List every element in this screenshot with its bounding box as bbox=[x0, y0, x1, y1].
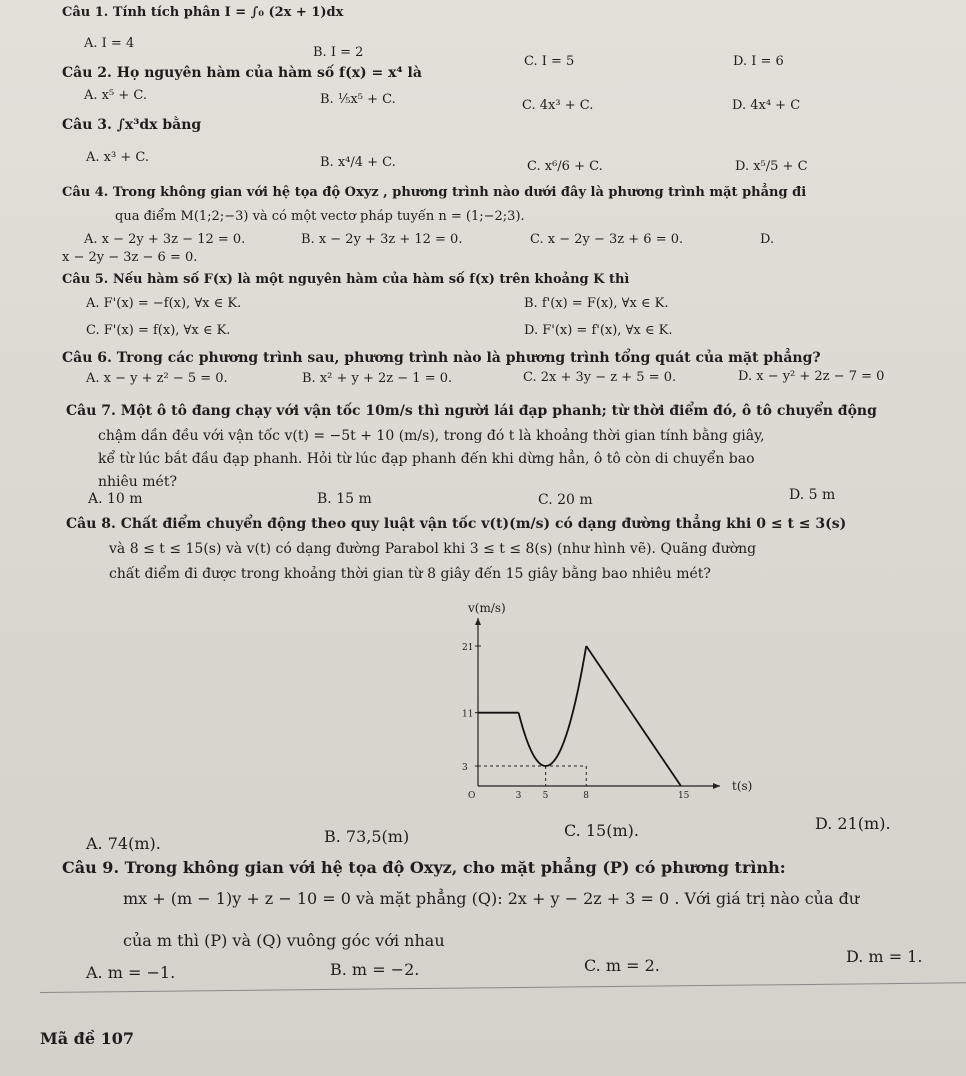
question-8-line-2: và 8 ≤ t ≤ 15(s) và v(t) có dạng đường Parabol khi 3 ≤ t ≤ 8(s) (như hình vẽ). Quãng đường bbox=[109, 541, 757, 557]
q7-option-c: C. 20 m bbox=[538, 492, 593, 508]
velocity-parabola-segment bbox=[519, 646, 587, 766]
question-7-line-3: kể từ lúc bắt đầu đạp phanh. Hỏi từ lúc đạp phanh đến khi dừng hẳn, ô tô còn di chuyển bao bbox=[98, 451, 755, 467]
q4-option-d: D. bbox=[760, 232, 775, 247]
q6-option-d: D. x − y² + 2z − 7 = 0 bbox=[738, 369, 885, 384]
q8-option-c: C. 15(m). bbox=[564, 821, 639, 840]
q2-option-a: A. x⁵ + C. bbox=[84, 88, 147, 103]
velocity-line-segment bbox=[586, 646, 681, 786]
y-axis-label: v(m/s) bbox=[468, 601, 506, 615]
q6-option-a: A. x − y + z² − 5 = 0. bbox=[86, 371, 228, 386]
question-8: Câu 8. Chất điểm chuyển động theo quy luật vận tốc v(t)(m/s) có dạng đường thẳng khi 0 ≤ t ≤ 3(s) bbox=[66, 516, 847, 532]
q3-option-a: A. x³ + C. bbox=[86, 150, 149, 165]
q7-option-d: D. 5 m bbox=[789, 487, 836, 503]
q5-option-a: A. F'(x) = −f(x), ∀x ∈ K. bbox=[86, 296, 242, 311]
q3-option-d: D. x⁵/5 + C bbox=[735, 159, 808, 174]
q7-option-b: B. 15 m bbox=[317, 491, 372, 507]
question-9: Câu 9. Trong không gian với hệ tọa độ Oxyz, cho mặt phẳng (P) có phương trình: bbox=[62, 858, 786, 877]
question-9-line-3: của m thì (P) và (Q) vuông góc với nhau bbox=[123, 931, 445, 950]
q4-option-a: A. x − 2y + 3z − 12 = 0. bbox=[84, 232, 246, 247]
y-tick-label: 3 bbox=[462, 763, 468, 773]
q2-option-d: D. 4x⁴ + C bbox=[732, 98, 801, 113]
question-1: Câu 1. Tính tích phân I = ∫₀ (2x + 1)dx bbox=[62, 5, 344, 20]
question-7: Câu 7. Một ô tô đang chạy với vận tốc 10m/s thì người lái đạp phanh; từ thời điểm đó, ô tô chuyển động bbox=[66, 403, 877, 419]
q7-option-a: A. 10 m bbox=[88, 491, 143, 507]
q8-option-a: A. 74(m). bbox=[86, 834, 161, 853]
question-7-line-4: nhiêu mét? bbox=[98, 474, 177, 490]
q1-option-d: D. I = 6 bbox=[733, 54, 784, 69]
q9-option-a: A. m = −1. bbox=[86, 963, 176, 982]
x-tick-label: 3 bbox=[515, 791, 522, 801]
question-7-line-2: chậm dần đều với vận tốc v(t) = −5t + 10 (m/s), trong đó t là khoảng thời gian tính bằng giây, bbox=[98, 428, 765, 444]
y-tick-label: 11 bbox=[462, 709, 474, 720]
question-2: Câu 2. Họ nguyên hàm của hàm số f(x) = x⁴ là bbox=[62, 65, 422, 81]
q3-option-b: B. x⁴/4 + C. bbox=[320, 155, 396, 170]
velocity-chart bbox=[440, 601, 753, 808]
question-6: Câu 6. Trong các phương trình sau, phương trình nào là phương trình tổng quát của mặt phẳng? bbox=[62, 350, 821, 366]
q5-option-d: D. F'(x) = f'(x), ∀x ∈ K. bbox=[524, 323, 673, 338]
q2-option-b: B. ⅕x⁵ + C. bbox=[320, 92, 396, 107]
q9-option-b: B. m = −2. bbox=[330, 960, 420, 979]
q5-option-c: C. F'(x) = f(x), ∀x ∈ K. bbox=[86, 323, 231, 338]
question-3: Câu 3. ∫x³dx bằng bbox=[62, 117, 202, 133]
q6-option-b: B. x² + y + 2z − 1 = 0. bbox=[302, 371, 453, 386]
exam-code: Mã đề 107 bbox=[40, 1029, 134, 1048]
q1-option-c: C. I = 5 bbox=[524, 54, 575, 69]
q9-option-c: C. m = 2. bbox=[584, 956, 660, 975]
q4-option-b: B. x − 2y + 3z + 12 = 0. bbox=[301, 232, 463, 247]
q1-option-a: A. I = 4 bbox=[84, 36, 135, 51]
q9-option-d: D. m = 1. bbox=[846, 947, 923, 966]
y-axis-arrow bbox=[475, 618, 481, 625]
y-tick-label: 21 bbox=[462, 643, 474, 653]
x-tick-label: 5 bbox=[542, 791, 549, 801]
question-4-line-2: qua điểm M(1;2;−3) và có một vectơ pháp tuyến n = (1;−2;3). bbox=[115, 209, 525, 224]
x-axis-arrow bbox=[713, 783, 720, 789]
q3-option-c: C. x⁶/6 + C. bbox=[527, 159, 603, 174]
q1-option-b: B. I = 2 bbox=[313, 45, 364, 60]
q4-option-c: C. x − 2y − 3z + 6 = 0. bbox=[530, 232, 684, 247]
question-5: Câu 5. Nếu hàm số F(x) là một nguyên hàm của hàm số f(x) trên khoảng K thì bbox=[62, 272, 630, 287]
q8-option-d: D. 21(m). bbox=[815, 814, 891, 833]
x-tick-label: 15 bbox=[677, 791, 690, 801]
origin-label: O bbox=[468, 791, 476, 801]
question-8-line-3: chất điểm đi được trong khoảng thời gian từ 8 giây đến 15 giây bằng bao nhiêu mét? bbox=[109, 566, 711, 582]
question-9-line-2: mx + (m − 1)y + z − 10 = 0 và mặt phẳng (Q): 2x + y − 2z + 3 = 0 . Với giá trị nào của đư bbox=[123, 889, 860, 908]
x-axis-label: t(s) bbox=[732, 779, 753, 793]
q2-option-c: C. 4x³ + C. bbox=[522, 98, 594, 113]
q5-option-b: B. f'(x) = F(x), ∀x ∈ K. bbox=[524, 296, 669, 311]
q4-option-d-line-2: x − 2y − 3z − 6 = 0. bbox=[62, 250, 198, 265]
x-tick-label: 8 bbox=[583, 791, 589, 801]
q8-option-b: B. 73,5(m) bbox=[324, 827, 410, 846]
q6-option-c: C. 2x + 3y − z + 5 = 0. bbox=[523, 370, 677, 385]
divider-line bbox=[40, 982, 966, 993]
question-4: Câu 4. Trong không gian với hệ tọa độ Oxyz , phương trình nào dưới đây là phương trình mặt phẳng đi bbox=[62, 185, 807, 200]
